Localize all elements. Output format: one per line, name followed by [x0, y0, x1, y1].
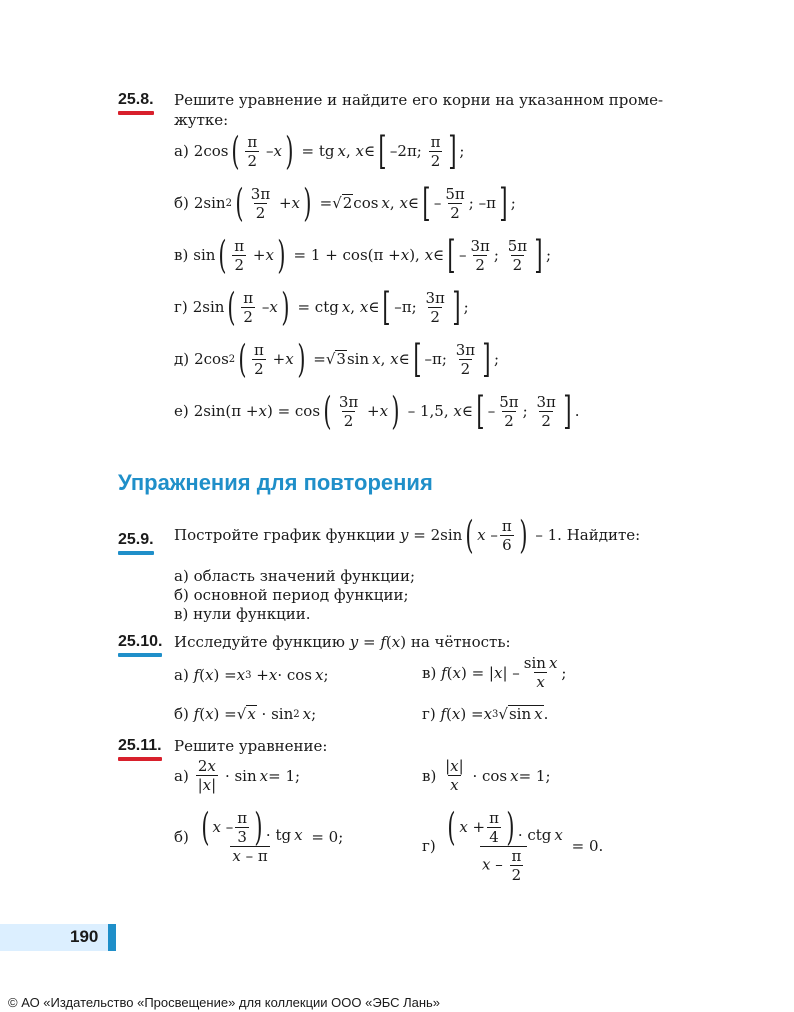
function-v: в) f ( x ) = | x | – sin x x ;	[422, 654, 567, 691]
exercise-number-text: 25.10.	[118, 633, 163, 650]
blue-underline	[118, 551, 154, 555]
function-a: а) f ( x ) = x 3 + x · cos x ;	[174, 666, 329, 684]
exercise-number-25-9	[118, 531, 154, 549]
page-number-tab	[108, 924, 116, 951]
statement-tail: на чётность:	[410, 633, 511, 651]
list-item: б) основной период функции;	[174, 586, 409, 604]
exercise-25-10-statement: Исследуйте функцию y = f(x) на чётность:	[174, 633, 511, 651]
exercise-number-text: 25.9.	[118, 531, 154, 548]
exercise-number-25-8	[118, 91, 154, 109]
exercise-25-11-statement: Решите уравнение:	[174, 737, 328, 755]
item-label: б)	[174, 194, 189, 212]
equation-e: е) 2sin(π + x ) = cos ( 3π 2 + x ) – 1,5, x ∈ [ – 5π 2 ; 3π 2 ] .	[174, 392, 580, 430]
exercise-25-9-statement: Постройте график функции y = 2sin ( x – π 6 ) – 1. Найдите:	[174, 516, 640, 554]
item-label: в)	[174, 246, 189, 264]
function-g: г) f ( x ) = x 3 √ sin x .	[422, 705, 549, 723]
list-item: а) область значений функции;	[174, 567, 416, 585]
item-label: е)	[174, 402, 189, 420]
copyright-notice: © АО «Издательство «Просвещение» для коллекции ООО «ЭБС Лань»	[8, 995, 441, 1010]
red-underline	[118, 757, 162, 761]
section-heading: Упражнения для повторения	[118, 470, 433, 495]
exercise-text-line2: жутке:	[174, 111, 229, 129]
red-underline	[118, 111, 154, 115]
equation-a: а) 2cos ( π 2 – x ) = tg x , x ∈ [ –2π; π 2 ] ;	[174, 132, 464, 170]
equation-11g: г) ( x + π 4 ) · ctg x x – $\frac{\pi}{2}$ = 0.	[422, 808, 603, 884]
statement-text: Исследуйте функцию	[174, 633, 345, 651]
statement-text: Постройте график функции	[174, 526, 396, 544]
exercise-number-25-11	[118, 737, 162, 755]
equation-g: г) 2sin ( π 2 – x ) = ctg x , x ∈ [ –π; 3π 2 ] ;	[174, 288, 469, 326]
exercise-number-text: 25.11.	[118, 737, 162, 754]
statement-tail: – 1. Найдите:	[535, 526, 641, 544]
item-label: д)	[174, 350, 190, 368]
exercise-number-text: 25.8.	[118, 91, 154, 108]
item-label: а)	[174, 142, 189, 160]
equation-b: б) 2sin 2 ( 3π 2 + x ) = √ 2 cos x , x ∈ [ – 5π 2 ; –π ] ;	[174, 184, 516, 222]
exercise-text-line1: Решите уравнение и найдите его корни на указанном проме-	[174, 91, 664, 109]
list-item: в) нули функции.	[174, 605, 311, 623]
equation-v: в) sin ( π 2 + x ) = 1 + cos(π + x ), x ∈ [ – 3π 2 ; 5π 2 ] ;	[174, 236, 551, 274]
blue-underline	[118, 653, 162, 657]
equation-11b: б) ( x – π 3 ) · tg x x – π = 0;	[174, 808, 343, 865]
equation-11a: а) 2x |x| · sin x = 1;	[174, 757, 301, 794]
item-label: г)	[174, 298, 188, 316]
exercise-number-25-10	[118, 633, 162, 651]
equation-11v: в) |x| x · cos x = 1;	[422, 757, 551, 794]
equation-d: д) 2cos 2 ( π 2 + x ) = √ 3 sin x , x ∈ [ –π; 3π 2 ] ;	[174, 340, 499, 378]
function-b: б) f ( x ) = √ x · sin 2 x ;	[174, 705, 317, 723]
page-number: 190	[70, 927, 99, 946]
